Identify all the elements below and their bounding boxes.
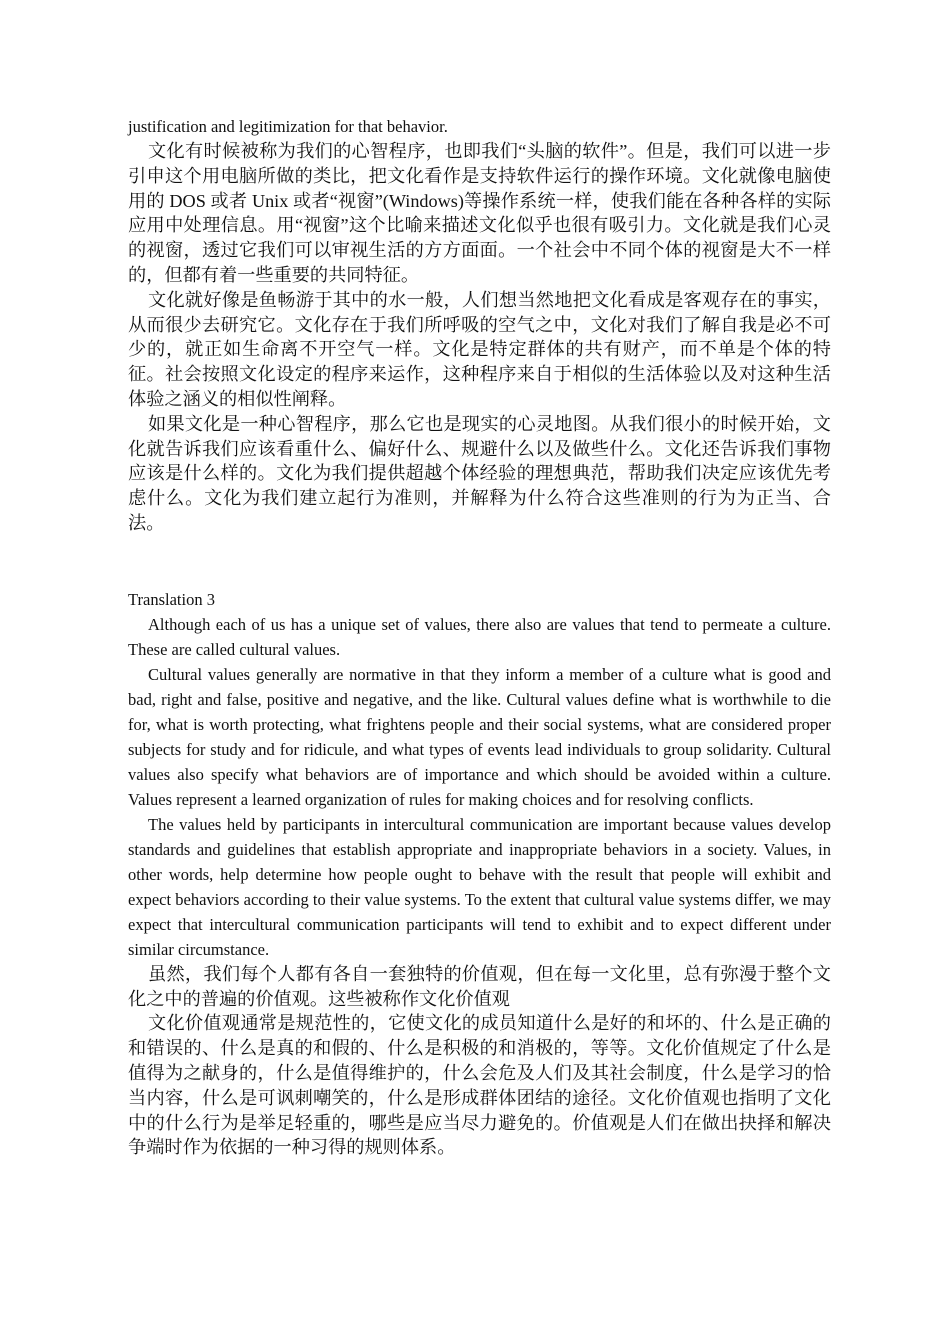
en-paragraph-1: Although each of us has a unique set of values, there also are values that tend to permeate a culture. These are called cultural values.: [128, 614, 831, 659]
en-paragraph-2: Cultural values generally are normative in that they inform a member of a culture what is good and bad, right and false, positive and negative, and the like. Cultural values define what is worthwhile to die for, what is worth protecting, what frightens people and their social systems, what are considered proper subjects for study and for ridicule, and what types of events lead individuals to group solidarity. Cultural values also specify what behaviors are of importance and which should be avoided within a culture. Values represent a learned organization of rules for making choices and for resolving conflicts.: [128, 664, 831, 809]
section-heading: Translation 3: [128, 589, 215, 609]
section-gap: [128, 536, 831, 585]
document-page: [128, 114, 831, 1160]
zh-paragraph-3: 如果文化是一种心智程序，那么它也是现实的心灵地图。从我们很小的时候开始，文化就告诉我们应该看重什么、偏好什么、规避什么以及做些什么。文化还告诉我们事物应该是什么样的。文化为我们提供超越个体经验的理想典范，帮助我们决定应该优先考虑什么。文化为我们建立起行为准则，并解释为什么符合这些准则的行为为正当、合法。: [128, 413, 831, 533]
zh-paragraph-5: 文化价值观通常是规范性的，它使文化的成员知道什么是好的和坏的、什么是正确的和错误的、什么是真的和假的、什么是积极的和消极的，等等。文化价值规定了什么是值得为之献身的，什么是值得维护的，什么会危及人们及其社会制度，什么是学习的恰当内容，什么是可讽刺嘲笑的，什么是形成群体团结的途径。文化价值观也指明了文化中的什么行为是举足轻重的，哪些是应当尽力避免的。价值观是人们在做出抉择和解决争端时作为依据的一种习得的规则体系。: [128, 1013, 831, 1158]
continuation-line: justification and legitimization for that behavior.: [128, 117, 448, 136]
zh-paragraph-1: 文化有时候被称为我们的心智程序，也即我们“头脑的软件”。但是，我们可以进一步引申这个用电脑所做的类比，把文化看作是支持软件运行的操作环境。文化就像电脑使用的 DOS 或者 Unix 或者“视窗”(Windows)等操作系统一样，使我们能在各种各样的实际应用中处理信息。用“视窗”这个比喻来描述文化似乎也很有吸引力。文化就是我们心灵的视窗，透过它我们可以审视生活的方方面面。一个社会中不同个体的视窗是大不一样的，但都有着一些重要的共同特征。: [128, 141, 831, 285]
en-paragraph-3: The values held by participants in intercultural communication are important because values develop standards and guidelines that establish appropriate and inappropriate behaviors in a society. Values, in other words, help determine how people ought to behave with the result that people will exhibit and expect behaviors according to their value systems. To the extent that cultural value systems differ, we may expect that intercultural communication participants will tend to exhibit and to expect different under similar circumstance.: [128, 814, 831, 959]
zh-paragraph-2: 文化就好像是鱼畅游于其中的水一般，人们想当然地把文化看成是客观存在的事实，从而很少去研究它。文化存在于我们所呼吸的空气之中，文化对我们了解自我是必不可少的，就正如生命离不开空气一样。文化是特定群体的共有财产，而不单是个体的特征。社会按照文化设定的程序来运作，这种程序来自于相似的生活体验以及对这种生活体验之涵义的相似性阐释。: [128, 289, 831, 409]
zh-paragraph-4: 虽然，我们每个人都有各自一套独特的价值观，但在每一文化里，总有弥漫于整个文化之中的普遍的价值观。这些被称作文化价值观: [128, 963, 831, 1009]
